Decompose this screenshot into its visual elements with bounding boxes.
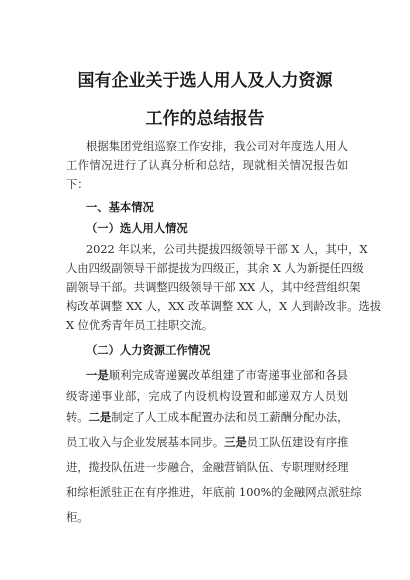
sub2-line-5: 进，揽投队伍进一步融合，金融营销队伍、专职理财经理 <box>66 461 349 474</box>
sub2-line-4-pre: 员工收入与企业发展基本同步。 <box>66 436 225 449</box>
sub2-line-2: 级寄递事业部，完成了内设机构设置和邮递双方人员划 <box>66 390 348 403</box>
sub2-line-7: 柜。 <box>66 511 89 524</box>
document-title-line-2: 工作的总结报告 <box>145 109 265 129</box>
sub1-line-4: 构改革调整 XX 人，XX 改革调整 XX 人，X 人到龄改非。选拔 <box>66 300 382 313</box>
sub1-line-5: X 位优秀青年员工挂职交流。 <box>66 319 214 332</box>
section-heading-basic-situation: 一、基本情况 <box>86 201 154 214</box>
sub2-point-three-label: 三是 <box>224 436 247 449</box>
intro-line-1: 根据集团党组巡察工作安排，我公司对年度选人用人 <box>86 140 348 153</box>
sub2-line-4 <box>66 436 348 450</box>
document-title-line-1: 国有企业关于选人用人及人力资源 <box>77 71 333 91</box>
sub2-line-1-text: 顺利完成寄递翼改革组建了市寄递事业部和各县 <box>108 369 348 382</box>
intro-line-3: 下： <box>66 178 89 191</box>
sub1-line-1: 2022 年以来，公司共提拔四级领导干部 X 人，其中，X <box>86 243 368 256</box>
intro-line-2: 工作情况进行了认真分析和总结，现就相关情况报告如 <box>66 159 348 172</box>
sub2-line-3-pre: 转。 <box>66 411 89 424</box>
sub2-line-4-text: 员工队伍建设有序推 <box>246 436 349 449</box>
sub2-line-1 <box>86 369 348 383</box>
sub2-line-3-text: 制定了人工成本配置办法和员工薪酬分配办法， <box>111 411 349 424</box>
sub1-line-3: 副领导干部。共调整四级领导干部 XX 人，其中经营组织架 <box>66 281 361 294</box>
sub1-line-2: 人由四级副领导干部提拔为四级正，其余 X 人为新提任四级 <box>66 262 364 275</box>
subsection-heading-personnel-selection: （一）选人用人情况 <box>86 222 188 235</box>
sub2-point-one-label: 一是 <box>86 369 109 382</box>
subsection-heading-hr-work: （二）人力资源工作情况 <box>86 344 211 357</box>
sub2-point-two-label: 二是 <box>88 411 112 424</box>
sub2-line-3 <box>66 411 348 425</box>
sub2-line-6: 和综柜派驻正在有序推进，年底前 100%的金融网点派驻综 <box>66 486 362 499</box>
